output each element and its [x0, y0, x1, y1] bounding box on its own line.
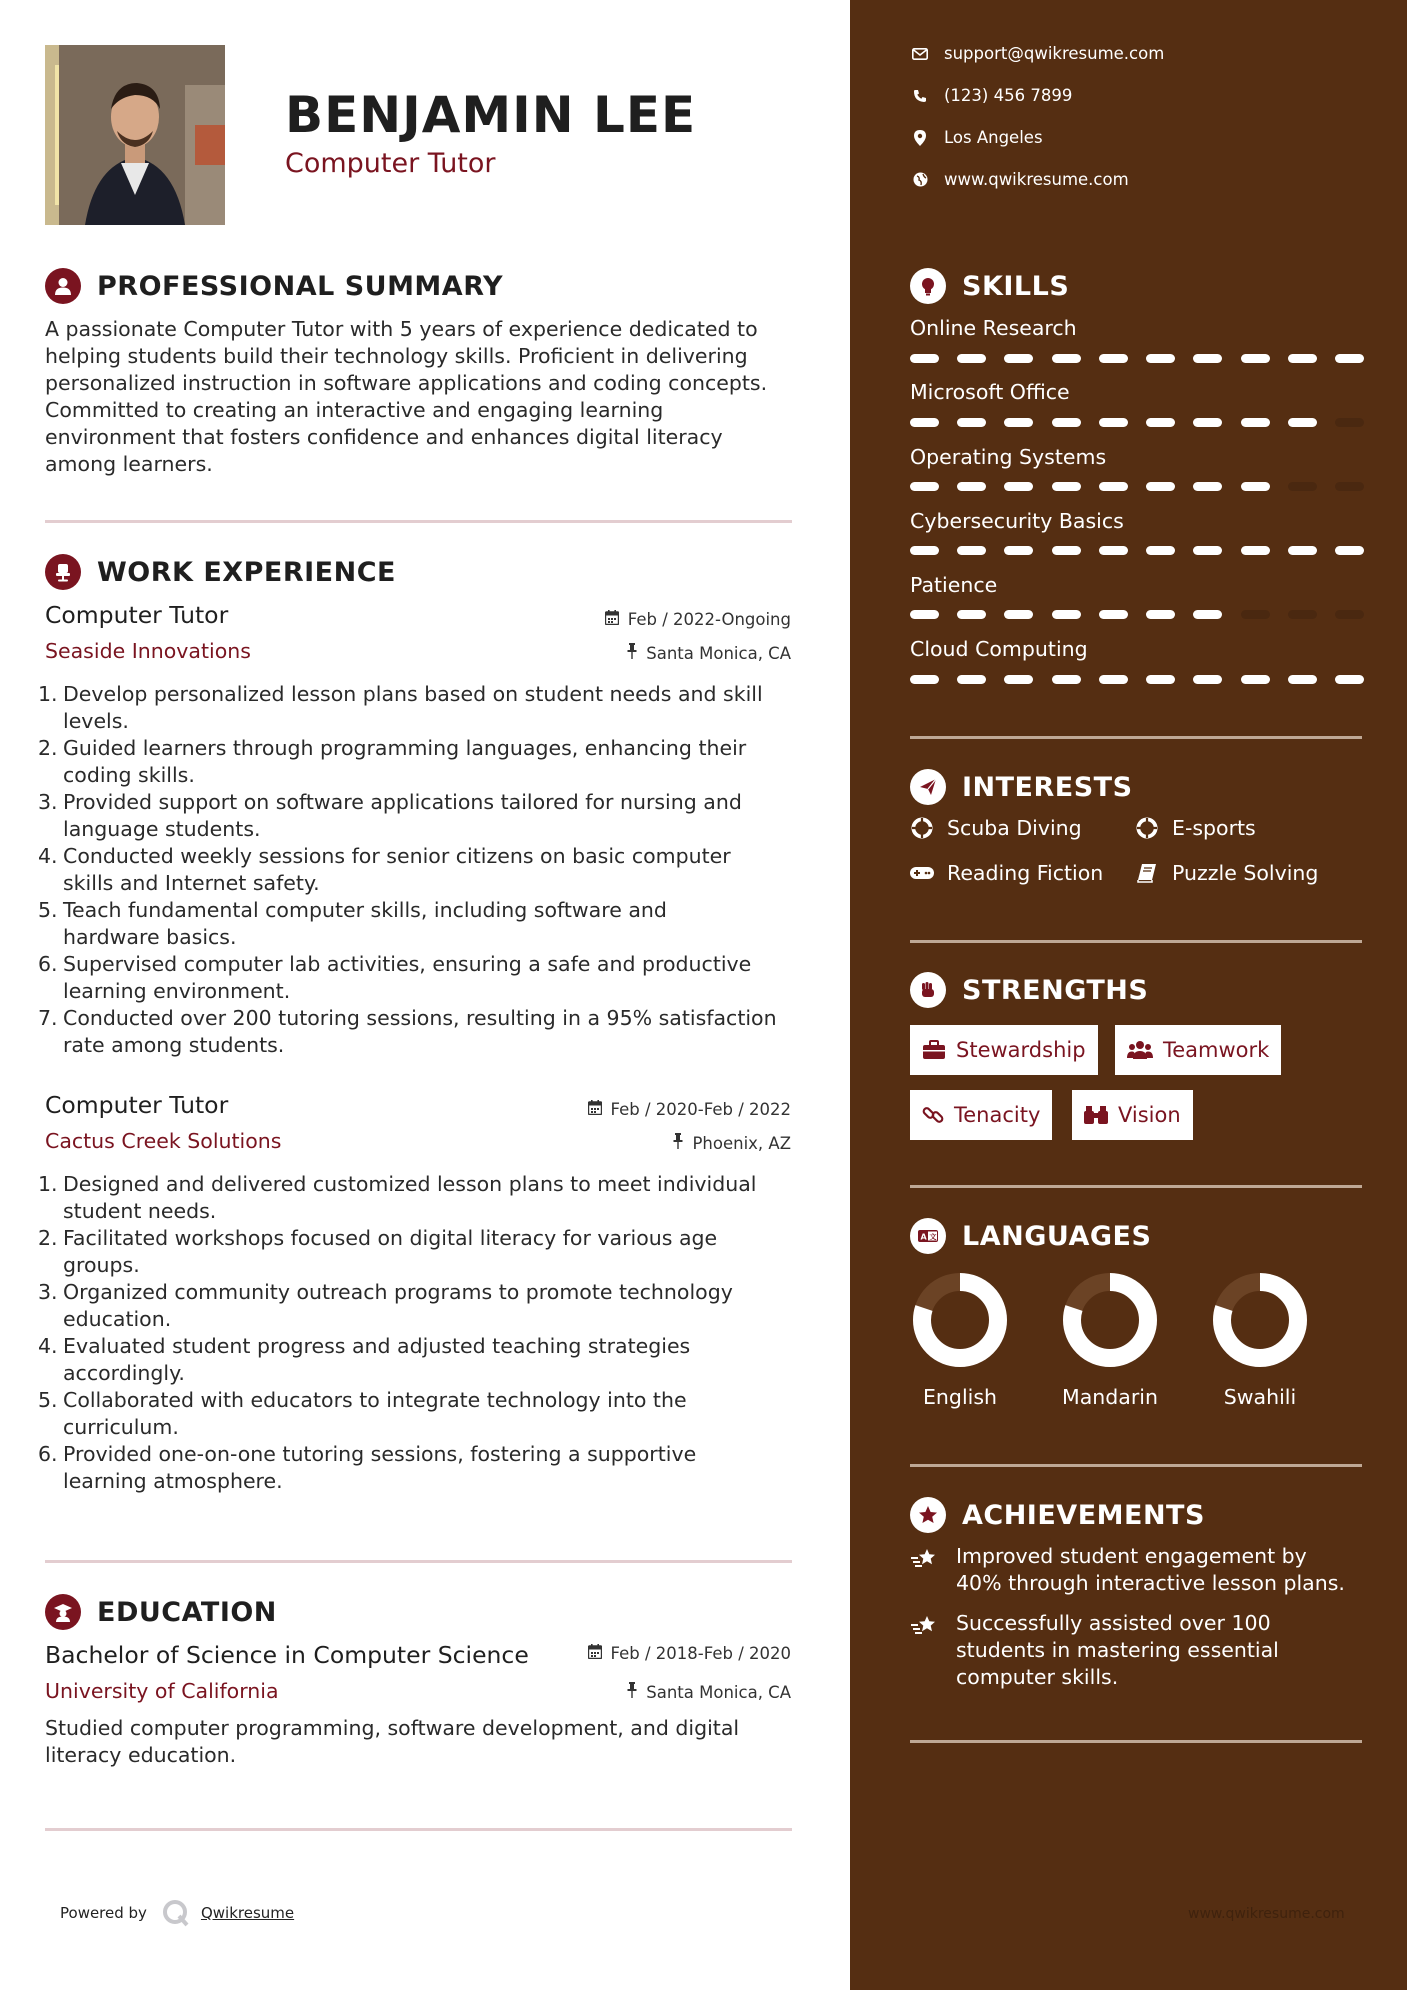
skill-dash	[1335, 482, 1364, 491]
skill-dash	[1099, 482, 1128, 491]
language-label: Swahili	[1223, 1385, 1297, 1409]
calendar-icon	[605, 610, 619, 629]
list-item: 2. Guided learners through programming languages, enhancing their coding skills.	[38, 736, 747, 787]
skill-rating	[910, 482, 1364, 491]
skill-dash	[1004, 546, 1033, 555]
fist-icon	[910, 972, 946, 1008]
achievements-heading	[910, 1497, 1205, 1533]
education-dates-text: Feb / 2018-Feb / 2020	[610, 1644, 791, 1663]
skill-name: Microsoft Office	[910, 380, 1070, 404]
job-dates-text: Feb / 2022-Ongoing	[627, 610, 791, 629]
school-name: University of California	[45, 1679, 279, 1703]
skill-dash	[910, 546, 939, 555]
calendar-icon	[588, 1644, 602, 1663]
skill-dash	[1288, 482, 1317, 491]
job-dates	[605, 610, 791, 629]
skill-dash	[1052, 354, 1081, 363]
skill-dash	[1004, 354, 1033, 363]
skill-rating	[910, 354, 1364, 363]
strengths-title: STRENGTHS	[962, 974, 1149, 1006]
binoculars-icon	[1084, 1105, 1108, 1125]
strength-tag: Teamwork	[1115, 1025, 1281, 1075]
languages-title: LANGUAGES	[962, 1220, 1152, 1252]
skill-dash	[1241, 546, 1270, 555]
skill-name: Operating Systems	[910, 445, 1107, 469]
skill-dash	[1099, 354, 1128, 363]
user-icon	[45, 268, 81, 304]
skill-dash	[1146, 354, 1175, 363]
skill-name: Patience	[910, 573, 998, 597]
skill-dash	[1052, 675, 1081, 684]
job-location-text: Phoenix, AZ	[692, 1133, 791, 1153]
skill-dash	[1241, 418, 1270, 427]
star-icon	[910, 1497, 946, 1533]
list-item: 3. Provided support on software applications tailored for nursing and language students.	[38, 790, 742, 841]
language-label: Mandarin	[1062, 1385, 1158, 1409]
skill-dash	[1052, 546, 1081, 555]
section-divider	[910, 1185, 1362, 1188]
skill-dash	[1193, 354, 1222, 363]
life-ring-icon	[1135, 817, 1159, 839]
shooting-star-icon	[910, 1543, 938, 1597]
pin-icon	[673, 1133, 683, 1153]
powered-by	[60, 1898, 294, 1928]
skill-dash	[1335, 354, 1364, 363]
section-divider	[910, 736, 1362, 739]
strengths-heading	[910, 972, 1148, 1008]
job-location	[627, 643, 791, 663]
gamepad-icon	[910, 865, 934, 881]
chair-icon	[45, 554, 81, 590]
summary-line: among learners.	[45, 452, 213, 476]
summary-heading	[45, 268, 503, 304]
summary-line: Committed to creating an interactive and engaging learning	[45, 398, 664, 422]
skills-heading	[910, 268, 1069, 304]
work-heading	[45, 554, 396, 590]
skill-dash	[1146, 482, 1175, 491]
skill-dash	[1099, 675, 1128, 684]
skill-dash	[1288, 610, 1317, 619]
strength-tag: Vision	[1072, 1090, 1193, 1140]
strength-tag: Stewardship	[910, 1025, 1098, 1075]
graduate-icon	[45, 1594, 81, 1630]
qwikresume-link[interactable]: Qwikresume	[200, 1904, 295, 1922]
contact-email: support@qwikresume.com	[910, 44, 1164, 63]
skill-dash	[1193, 482, 1222, 491]
envelope-icon	[910, 48, 930, 60]
skill-dash	[957, 546, 986, 555]
skill-rating	[910, 610, 1364, 619]
skill-dash	[910, 418, 939, 427]
section-divider	[45, 1828, 792, 1831]
watermark: www.qwikresume.com	[1188, 1906, 1345, 1922]
interest-item: E-sports	[1135, 816, 1256, 840]
work-title: WORK EXPERIENCE	[97, 556, 396, 588]
skills-title: SKILLS	[962, 270, 1070, 302]
phone-icon	[910, 89, 930, 103]
skill-dash	[1335, 546, 1364, 555]
skill-dash	[910, 482, 939, 491]
language-icon	[910, 1218, 946, 1254]
skill-name: Cloud Computing	[910, 637, 1088, 661]
skill-dash	[1099, 546, 1128, 555]
job-bullets	[38, 681, 793, 1059]
summary-line: helping students build their technology skills. Proficient in delivering	[45, 344, 748, 368]
education-dates	[588, 1644, 791, 1663]
section-divider	[910, 1464, 1362, 1467]
strength-tag: Tenacity	[910, 1090, 1052, 1140]
list-item: 5. Teach fundamental computer skills, including software and hardware basics.	[38, 898, 667, 949]
education-title: EDUCATION	[97, 1596, 277, 1628]
skill-dash	[1052, 610, 1081, 619]
section-divider	[45, 1560, 792, 1563]
skill-dash	[1288, 546, 1317, 555]
list-item: 4. Conducted weekly sessions for senior citizens on basic computer skills and Internet safety.	[38, 844, 731, 895]
skill-dash	[1146, 546, 1175, 555]
job-title: Computer Tutor	[45, 601, 229, 629]
svg-text:文: 文	[929, 1233, 937, 1241]
skill-dash	[1146, 418, 1175, 427]
language-gauge	[1205, 1270, 1315, 1374]
list-item: 3. Organized community outreach programs to promote technology education.	[38, 1280, 733, 1331]
list-item: 4. Evaluated student progress and adjusted teaching strategies accordingly.	[38, 1334, 691, 1385]
achievement-item: Improved student engagement by 40% through interactive lesson plans.	[910, 1543, 1362, 1597]
pin-icon	[627, 643, 637, 663]
job-location	[673, 1133, 791, 1153]
skill-dash	[910, 610, 939, 619]
section-divider	[45, 520, 792, 523]
skill-dash	[1004, 610, 1033, 619]
job-location-text: Santa Monica, CA	[646, 643, 791, 663]
achievement-item: Successfully assisted over 100 students in mastering essential computer skills.	[910, 1610, 1362, 1691]
company-name: Cactus Creek Solutions	[45, 1129, 282, 1153]
list-item: 1. Develop personalized lesson plans based on student needs and skill levels.	[38, 682, 763, 733]
globe-icon	[910, 172, 930, 187]
skill-dash	[1241, 482, 1270, 491]
users-icon	[1127, 1040, 1153, 1060]
summary-line: personalized instruction in software applications and coding concepts.	[45, 371, 768, 395]
education-location-text: Santa Monica, CA	[646, 1682, 791, 1702]
skill-dash	[1288, 354, 1317, 363]
pin-icon	[627, 1682, 637, 1702]
paper-plane-icon	[910, 769, 946, 805]
list-item: 7. Conducted over 200 tutoring sessions, resulting in a 95% satisfaction rate among students.	[38, 1006, 777, 1057]
summary-title: PROFESSIONAL SUMMARY	[97, 270, 504, 302]
job-dates	[588, 1100, 791, 1119]
skill-dash	[1288, 418, 1317, 427]
list-item: 6. Provided one-on-one tutoring sessions, fostering a supportive learning atmosphere.	[38, 1442, 697, 1493]
skill-dash	[1052, 482, 1081, 491]
company-name: Seaside Innovations	[45, 639, 251, 663]
calendar-icon	[588, 1100, 602, 1119]
shooting-star-icon	[910, 1610, 938, 1691]
list-item: 6. Supervised computer lab activities, ensuring a safe and productive learning environment.	[38, 952, 752, 1003]
candidate-role: Computer Tutor	[285, 148, 496, 179]
briefcase-icon	[922, 1040, 946, 1060]
skill-dash	[1288, 675, 1317, 684]
job-dates-text: Feb / 2020-Feb / 2022	[610, 1100, 791, 1119]
language-gauge	[1055, 1270, 1165, 1374]
language-gauge	[905, 1270, 1015, 1374]
degree-title: Bachelor of Science in Computer Science	[45, 1641, 529, 1669]
life-ring-icon	[910, 817, 934, 839]
skill-dash	[910, 675, 939, 684]
job-title: Computer Tutor	[45, 1091, 229, 1119]
skill-dash	[957, 418, 986, 427]
skill-dash	[1004, 482, 1033, 491]
section-divider	[910, 1740, 1362, 1743]
summary-line: A passionate Computer Tutor with 5 years of experience dedicated to	[45, 317, 758, 341]
skill-dash	[1335, 610, 1364, 619]
skill-dash	[1099, 610, 1128, 619]
skill-dash	[1052, 418, 1081, 427]
language-label: English	[922, 1385, 998, 1409]
skill-dash	[1193, 675, 1222, 684]
contact-location: Los Angeles	[910, 128, 1043, 147]
skill-dash	[957, 354, 986, 363]
list-item: 5. Collaborated with educators to integrate technology into the curriculum.	[38, 1388, 687, 1439]
qwikresume-logo-icon	[161, 1898, 191, 1928]
skill-dash	[1193, 418, 1222, 427]
skill-dash	[910, 354, 939, 363]
skill-rating	[910, 546, 1364, 555]
contact-website: www.qwikresume.com	[910, 170, 1129, 189]
skill-rating	[910, 675, 1364, 684]
sidebar	[850, 0, 1407, 1990]
interest-item: Puzzle Solving	[1135, 861, 1318, 885]
skill-dash	[1335, 675, 1364, 684]
map-marker-icon	[910, 130, 930, 146]
skill-dash	[1335, 418, 1364, 427]
education-heading	[45, 1594, 277, 1630]
skill-name: Online Research	[910, 316, 1077, 340]
skill-dash	[1193, 610, 1222, 619]
skill-dash	[957, 610, 986, 619]
skill-dash	[1241, 675, 1270, 684]
skill-rating	[910, 418, 1364, 427]
interest-item: Reading Fiction	[910, 861, 1103, 885]
interests-heading	[910, 769, 1133, 805]
skill-dash	[957, 675, 986, 684]
candidate-name: BENJAMIN LEE	[285, 86, 697, 144]
skill-dash	[1099, 418, 1128, 427]
skill-dash	[1146, 610, 1175, 619]
job-bullets	[38, 1171, 793, 1495]
list-item: 2. Facilitated workshops focused on digital literacy for various age groups.	[38, 1226, 718, 1277]
summary-text	[45, 316, 795, 478]
profile-photo	[45, 45, 225, 225]
list-item: 1. Designed and delivered customized lesson plans to meet individual student needs.	[38, 1172, 757, 1223]
interests-title: INTERESTS	[962, 771, 1133, 803]
skill-dash	[1146, 675, 1175, 684]
skill-dash	[1193, 546, 1222, 555]
achievements-title: ACHIEVEMENTS	[962, 1499, 1205, 1531]
skill-dash	[1004, 418, 1033, 427]
skill-dash	[957, 482, 986, 491]
section-divider	[910, 940, 1362, 943]
languages-heading	[910, 1218, 1151, 1254]
skill-name: Cybersecurity Basics	[910, 509, 1124, 533]
education-description: Studied computer programming, software development, and digital literacy education.	[45, 1716, 740, 1767]
skill-dash	[1241, 354, 1270, 363]
skill-dash	[1241, 610, 1270, 619]
education-location	[627, 1682, 791, 1702]
book-icon	[1135, 863, 1159, 883]
contact-phone: (123) 456 7899	[910, 86, 1072, 105]
powered-by-text: Powered by	[60, 1904, 147, 1922]
svg-text:A: A	[920, 1232, 927, 1242]
skill-dash	[1004, 675, 1033, 684]
summary-line: environment that fosters confidence and enhances digital literacy	[45, 425, 723, 449]
lightbulb-icon	[910, 268, 946, 304]
link-icon	[922, 1104, 944, 1126]
interest-item: Scuba Diving	[910, 816, 1082, 840]
